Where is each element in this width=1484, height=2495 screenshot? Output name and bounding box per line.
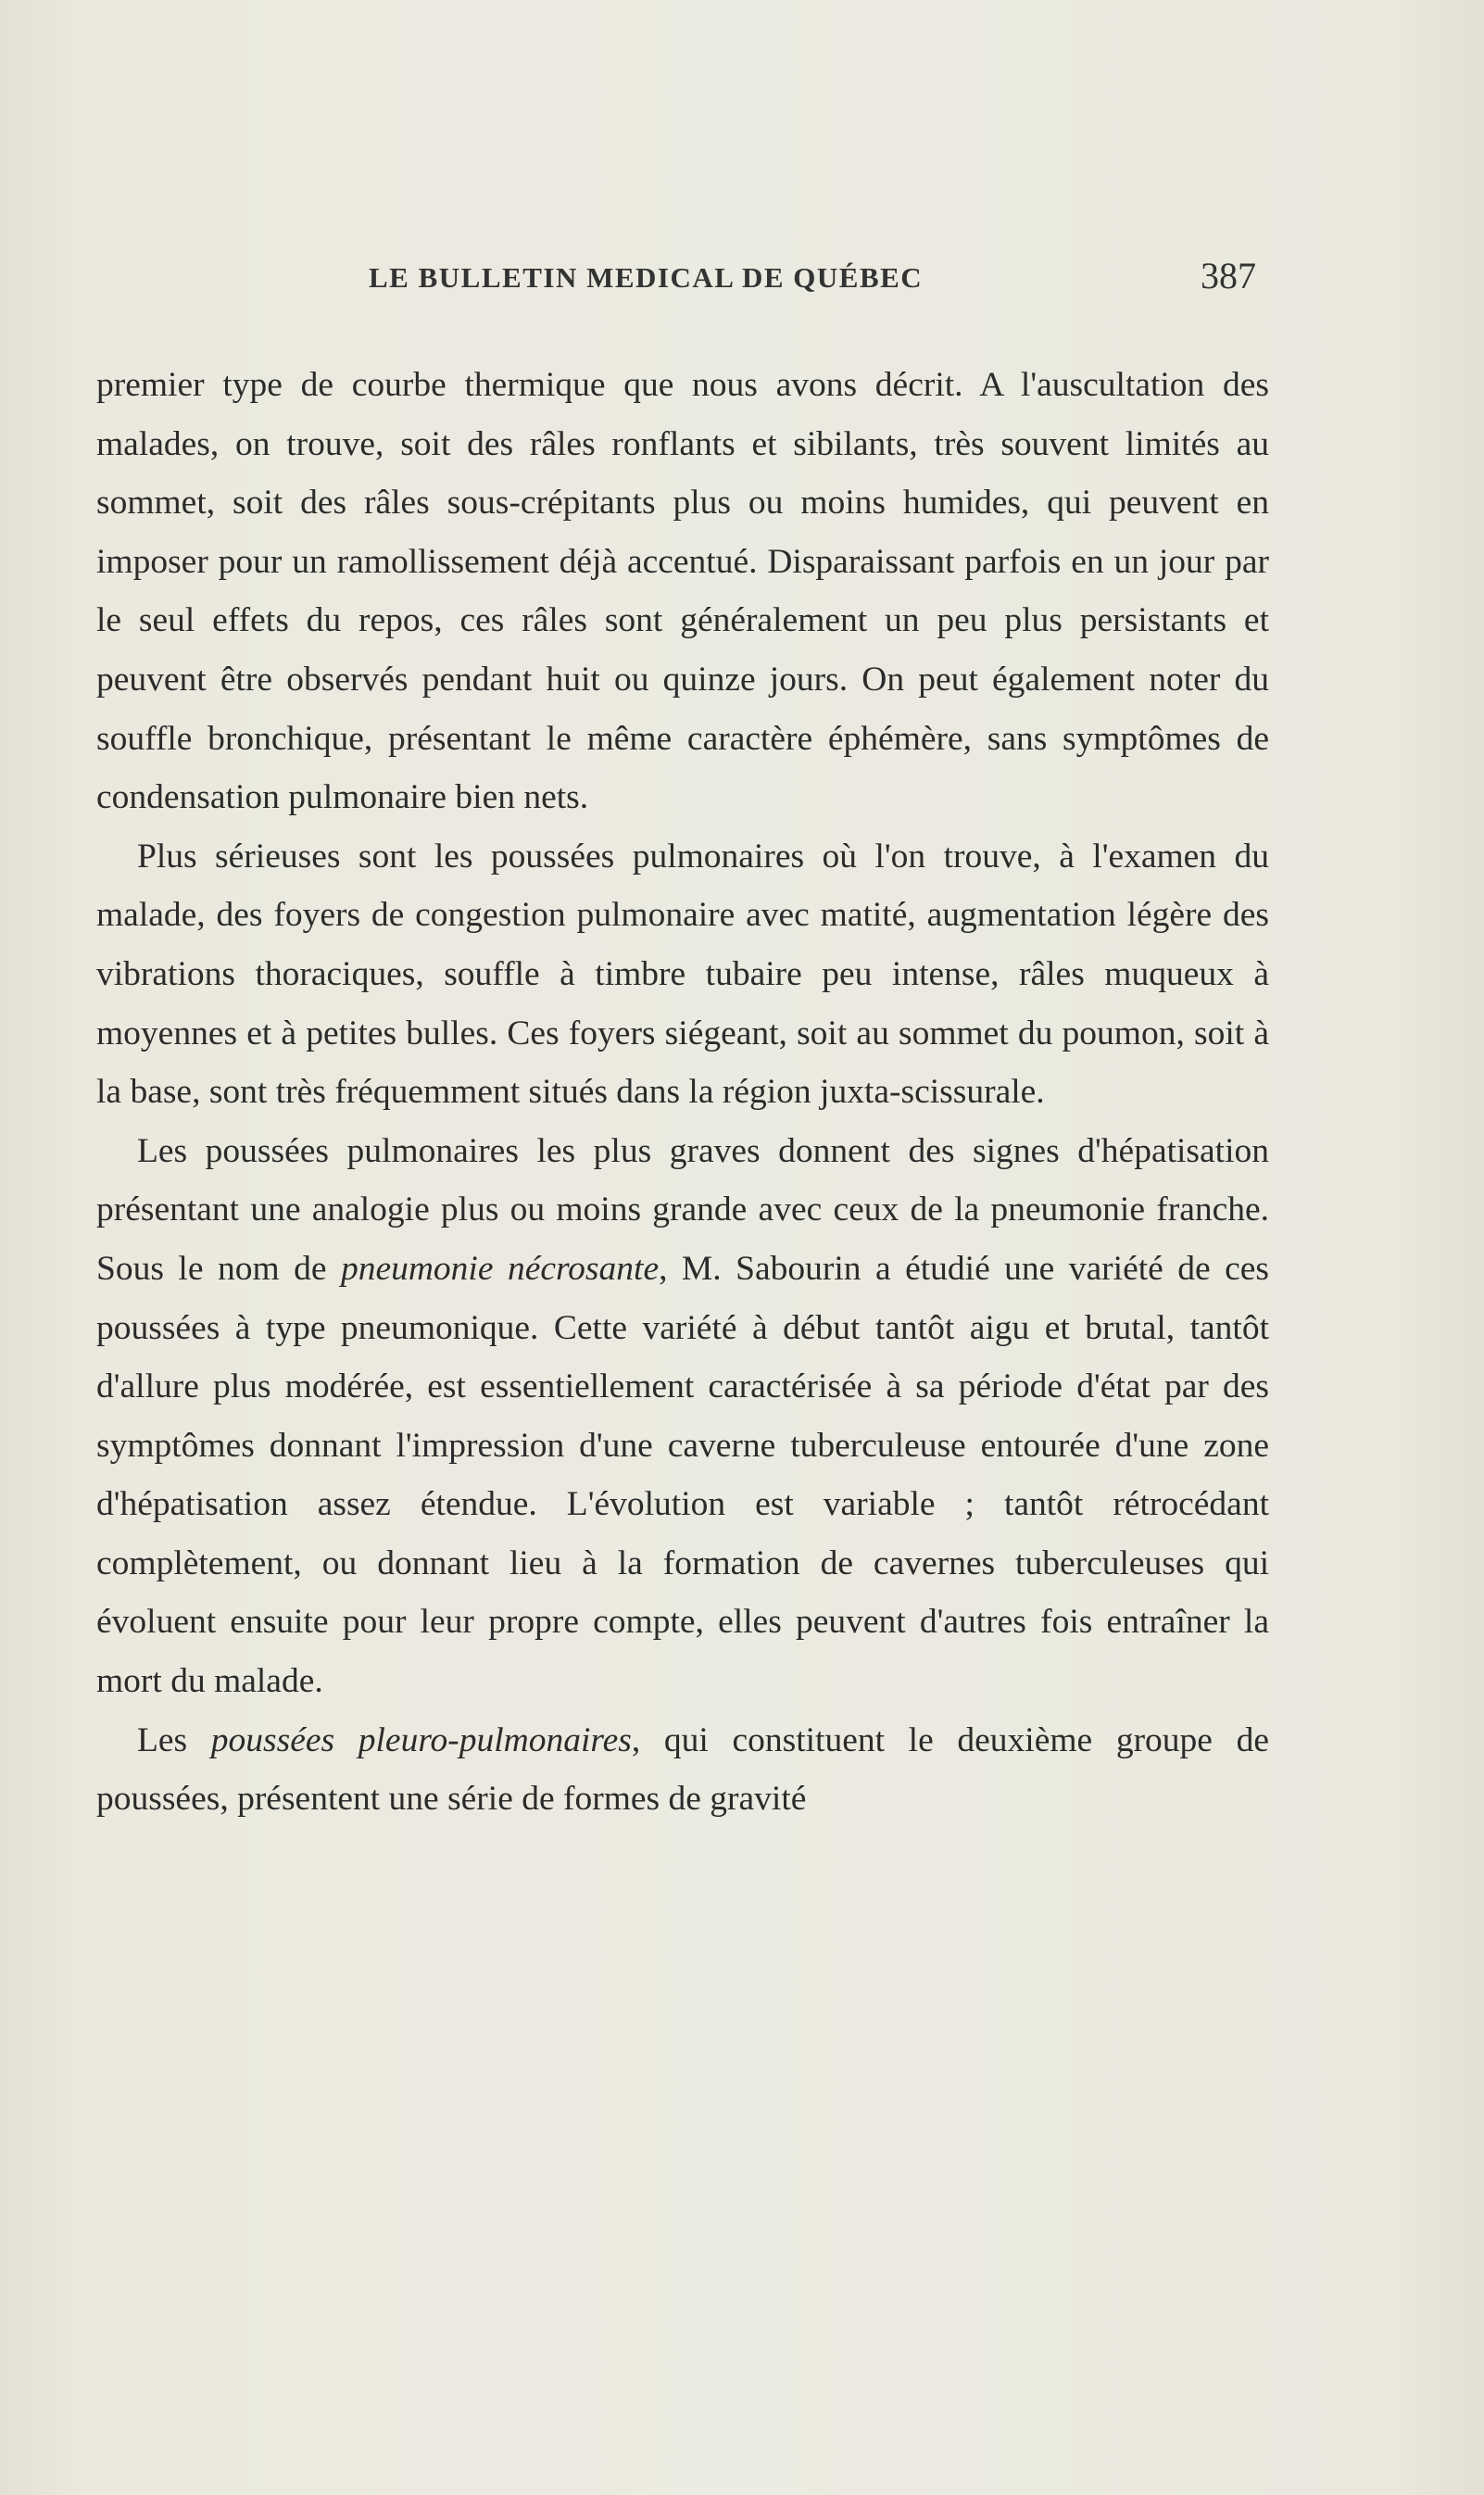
paragraph-3-text-start: Les poussées pulmonaires les plus graves donnent des signes d'hépatisation présentant une analogie plus ou moins grande avec ceux de la pneumonie franche. Sous le nom de [96,1131,1269,1288]
paragraph-4-text-start: Les [137,1720,211,1759]
paragraph-4-text-end: , qui constituent le deuxième groupe de poussées, présentent une série de formes de gravité [96,1720,1269,1819]
body-text [96,356,1269,1829]
italic-term-poussees-pleuro-pulmonaires: poussées pleuro-pulmonaires [210,1720,632,1759]
paragraph-4 [96,1711,1269,1829]
paragraph-1-text: premier type de courbe thermique que nous avons décrit. A l'auscultation des malades, on trouve, soit des râles ronflants et sibilants, très souvent limités au sommet, soit des râles sous-crépitants plus ou moins humides, qui peuvent en imposer pour un ramollissement déjà accentué. Disparaissant parfois en un jour par le seul effets du repos, ces râles sont généralement un peu plus persistants et peuvent être observés pendant huit ou quinze jours. On peut également noter du souffle bronchique, présentant le même caractère éphémère, sans symptômes de condensation pulmonaire bien nets. [96,366,1269,817]
page-number: 387 [1201,255,1256,296]
paragraph-1 [96,356,1269,827]
paragraph-3 [96,1122,1269,1711]
paragraph-2-text: Plus sérieuses sont les poussées pulmonaires où l'on trouve, à l'examen du malade, des foyers de congestion pulmonaire avec matité, augmentation légère des vibrations thoraciques, souffle à timbre tubaire peu intense, râles muqueux à moyennes et à petites bulles. Ces foyers siégeant, soit au sommet du poumon, soit à la base, sont très fréquemment situés dans la région juxta-scissurale. [96,837,1269,1112]
italic-term-pneumonie-necrosante: pneumonie nécrosante [340,1249,660,1288]
paragraph-3-text-end: , M. Sabourin a étudié une variété de ces poussées à type pneumonique. Cette variété à début tantôt aigu et brutal, tantôt d'allure plus modérée, est essentiellement caractérisée à sa période d'état par des symptômes donnant l'impression d'une caverne tuberculeuse entourée d'une zone d'hépatisation assez étendue. L'évolution est variable ; tantôt rétrocédant complètement, ou donnant lieu à la formation de cavernes tuberculeuses qui évoluent ensuite pour leur propre compte, elles peuvent d'autres fois entraîner la mort du malade. [96,1249,1270,1701]
paragraph-2 [96,827,1269,1122]
running-head: LE BULLETIN MEDICAL DE QUÉBEC [369,261,924,294]
page-header [0,248,1484,304]
